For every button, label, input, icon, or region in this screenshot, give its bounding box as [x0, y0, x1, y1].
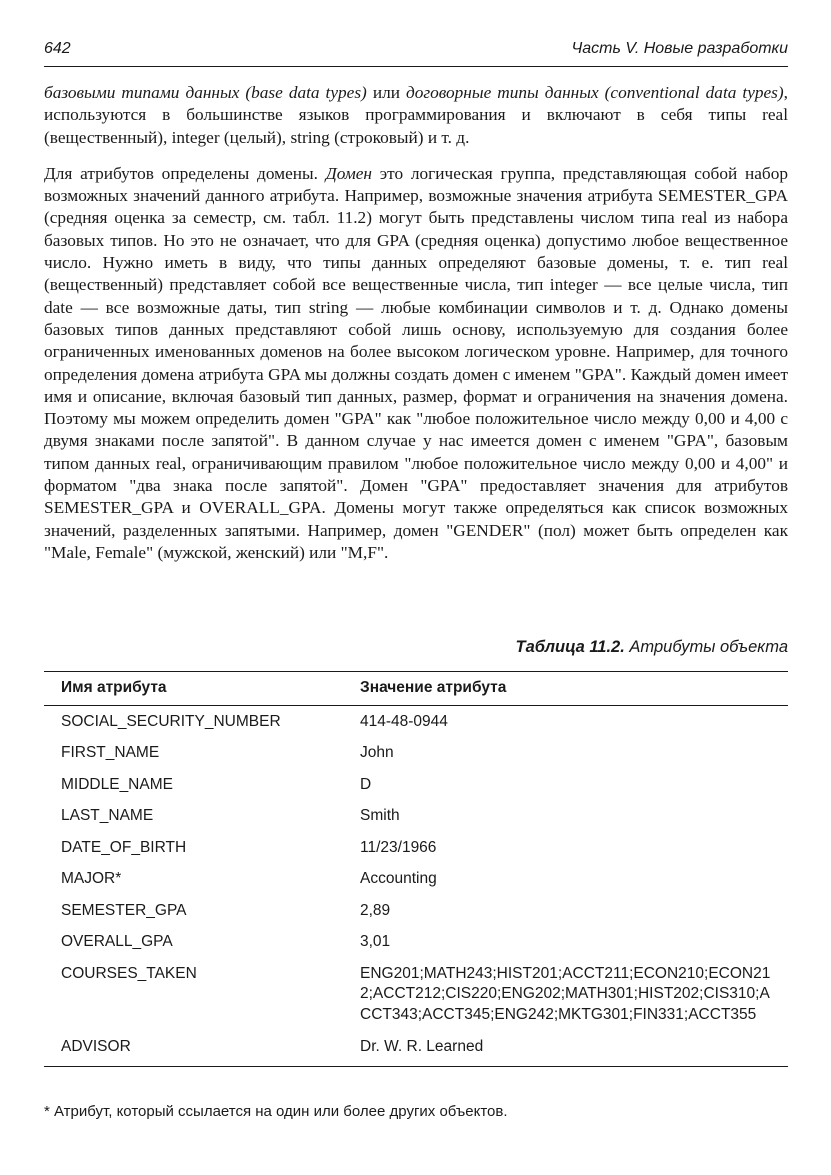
- table-row: [44, 1031, 788, 1067]
- attribute-name: LAST_NAME: [61, 807, 154, 824]
- term-domain: Домен: [325, 163, 372, 183]
- running-title: Часть V. Новые разработки: [571, 40, 788, 57]
- attribute-value: [360, 958, 788, 1032]
- attribute-name: OVERALL_GPA: [61, 933, 173, 950]
- attribute-name: MIDDLE_NAME: [61, 775, 173, 793]
- attribute-value: Dr. W. R. Learned: [360, 1031, 788, 1067]
- term-conventional-types: договорные типы данных (conventional data types): [405, 83, 784, 102]
- attribute-name: SEMESTER_GPA: [61, 901, 187, 919]
- paragraph-1-mid: или: [366, 83, 406, 102]
- paragraph-1-text: , используются в большинстве языков программирования и включают в себя типы real (вещественный), integer (целый), string (строковый) и т. д.: [44, 83, 788, 147]
- attribute-name: SOCIAL_SECURITY_NUMBER: [61, 713, 281, 730]
- attribute-value: 3,01: [360, 933, 391, 950]
- attribute-value: 11/23/1966: [360, 838, 437, 856]
- courses-list: ENG201;MATH243;HIST201;ACCT211;ECON210;ECON212;ACCT212;CIS220;ENG202;MATH301;HIST202;CIS310;ACCT343;ACCT345;ENG242;MKTG301;FIN331;ACCT355: [360, 964, 771, 1023]
- table-footnote: * Атрибут, который ссылается на один или более других объектов.: [44, 1103, 508, 1120]
- attribute-name: COURSES_TAKEN: [61, 964, 197, 982]
- term-base-types: базовыми типами данных (base data types): [44, 83, 367, 102]
- attribute-value: Smith: [360, 807, 400, 824]
- attribute-name: FIRST_NAME: [61, 744, 160, 761]
- attributes-table: [44, 671, 788, 1067]
- table-caption-text: Атрибуты объекта: [624, 638, 788, 656]
- attribute-name: MAJOR*: [61, 870, 122, 887]
- paragraph-2-start: Для атрибутов определены домены.: [44, 163, 326, 183]
- table-row: [44, 832, 788, 864]
- attribute-value: John: [360, 744, 394, 761]
- table-row: [44, 800, 788, 832]
- attribute-name: DATE_OF_BIRTH: [61, 838, 187, 856]
- attribute-value: Accounting: [360, 870, 437, 887]
- paragraph-1: [44, 82, 788, 149]
- table-row: [44, 895, 788, 927]
- table-caption: [516, 638, 788, 657]
- page-header: [44, 40, 788, 67]
- table-row: [44, 958, 788, 1032]
- table-caption-label: Таблица 11.2.: [515, 638, 625, 656]
- body-text: [44, 82, 788, 578]
- table-row: [44, 863, 788, 895]
- table-row: [44, 706, 788, 738]
- table-header-row: [44, 672, 788, 706]
- table-row: [44, 737, 788, 769]
- column-header-value: Значение атрибута: [360, 672, 788, 706]
- table-row: [44, 926, 788, 958]
- table-row: [44, 769, 788, 801]
- paragraph-2-text: это логическая группа, представляющая собой набор возможных значений данного атрибута. Например, возможные значения атрибута SEMESTER_GPA (средняя оценка за семестр, см. табл. 11.2) могут быть представлены числом типа real из набора базовых типов. Но это не означает, что для GPA (средняя оценка) допустимо любое вещественное число. Нужно иметь в виду, что типы данных определяют базовые домены, т. е. тип real (вещественный) представляет собой все вещественные числа, тип integer — все целые числа, тип date — все возможные даты, тип string — любые комбинации символов и т. д. Однако домены базовых типов данных представляют собой лишь основу, используемую для создания более ограниченных именованных доменов на более высоком логическом уровне. Например, для точного определения домена атрибута GPA мы должны создать домен с именем "GPA". Каждый домен имеет имя и описание, включая базовый тип данных, размер, формат и ограничения на значения домена. Поэтому мы можем определить домен "GPA" как "любое положительное число между 0,00 и 4,00 с двумя знаками после запятой". В данном случае у нас имеется домен с именем "GPA", базовым типом данных real, ограничивающим правилом "любое положительное число между 0,00 и 4,00" и форматом "два знака после запятой". Домен "GPA" предоставляет значения для атрибутов SEMESTER_GPA и OVERALL_GPA. Домены могут также определяться как список возможных значений, разделенных запятыми. Например, домен "GENDER" (пол) может быть определен как "Male, Female" (мужской, женский) или "M,F".: [44, 163, 788, 562]
- attribute-name: ADVISOR: [44, 1031, 360, 1067]
- attribute-value: 2,89: [360, 901, 391, 919]
- attribute-value: D: [360, 775, 372, 793]
- paragraph-2: [44, 163, 788, 564]
- attribute-value: 414-48-0944: [360, 713, 448, 730]
- page-number: 642: [44, 40, 71, 57]
- column-header-name: Имя атрибута: [44, 672, 360, 706]
